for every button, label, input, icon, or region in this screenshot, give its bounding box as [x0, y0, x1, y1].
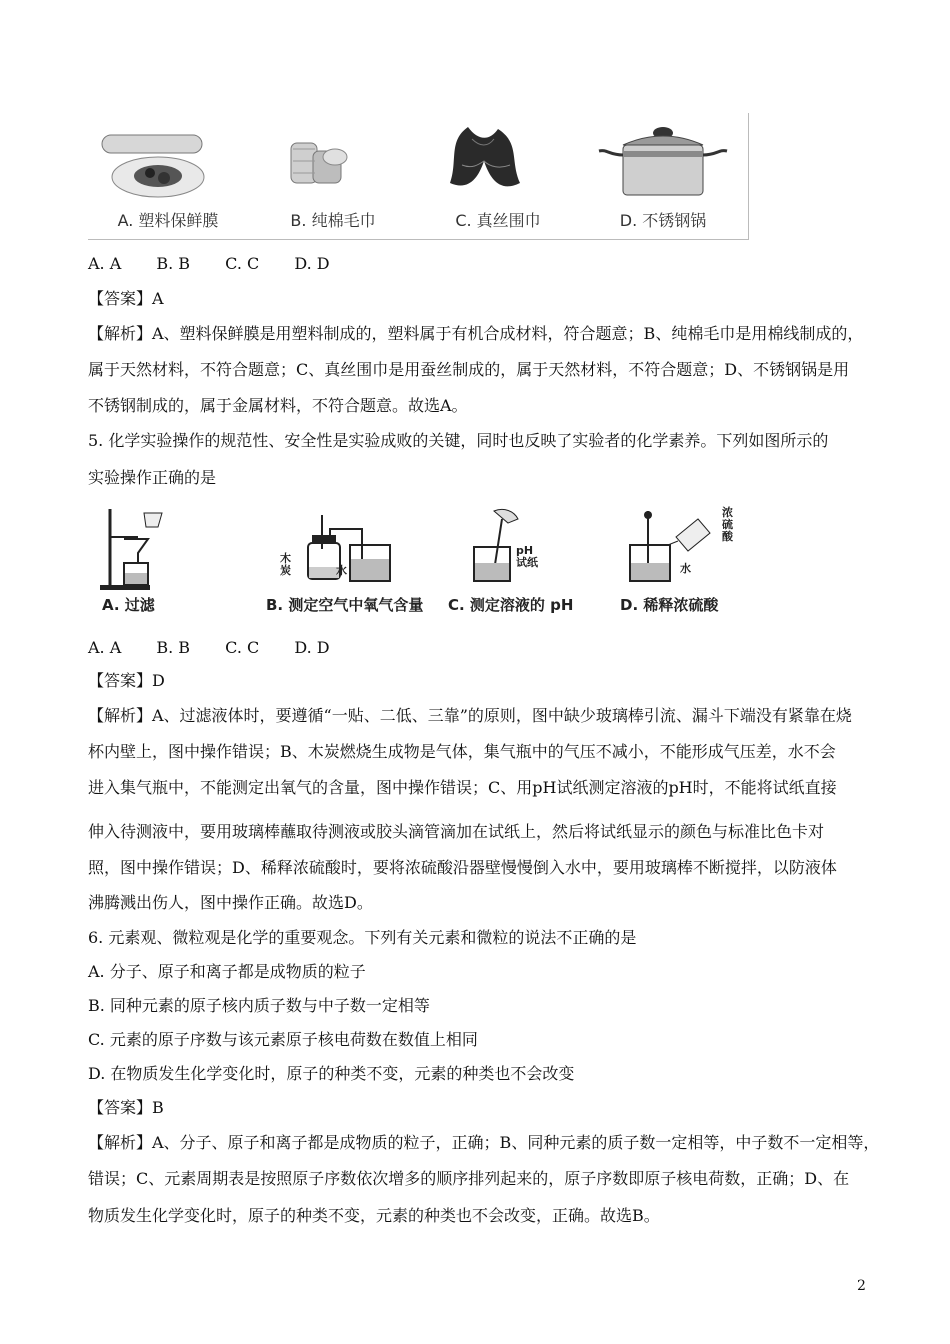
q5-analysis-line: 进入集气瓶中，不能测定出氧气的含量，图中操作错误；C、用pH试纸测定溶液的pH时，不能将试纸直接: [88, 778, 837, 797]
q4-answer: 【答案】A: [88, 289, 164, 308]
oxygen-apparatus-icon: [268, 505, 418, 591]
q5-answer: 【答案】D: [88, 671, 165, 690]
q5-stem-line: 实验操作正确的是: [88, 468, 217, 487]
q4-analysis-line: 【解析】A、塑料保鲜膜是用塑料制成的，塑料属于有机合成材料，符合题意；B、纯棉毛巾是用棉线制成的，: [88, 324, 864, 343]
dilution-apparatus-icon: [618, 505, 718, 591]
q4-analysis-line: 不锈钢制成的，属于金属材料，不符合题意。故选A。: [88, 396, 468, 415]
option-a: A. A: [88, 254, 122, 273]
ph-paper-label: pH 试纸: [516, 544, 538, 569]
figure-item-cotton-towel: [253, 113, 413, 239]
figure-item-silk-scarf: [418, 113, 578, 239]
q6-analysis-line: 错误；C、元素周期表是按照原子序数依次增多的顺序排列起来的，原子序数即原子核电荷数，正确；D、在: [88, 1169, 850, 1188]
option-c: C. C: [225, 638, 260, 657]
q6-option-c: C. 元素的原子序数与该元素原子核电荷数在数值上相同: [88, 1030, 478, 1049]
q5-analysis-line: 杯内壁上，图中操作错误；B、木炭燃烧生成物是气体，集气瓶中的气压不减小，不能形成气压差，水不会: [88, 742, 836, 761]
q6-option-b: B. 同种元素的原子核内质子数与中子数一定相等: [88, 996, 430, 1015]
figure-caption: A. 过滤: [102, 596, 155, 614]
filtration-apparatus-icon: [98, 505, 178, 591]
page-number: 2: [857, 1278, 866, 1294]
figure-item-oxygen-measurement: [268, 505, 458, 617]
pot-icon: [593, 121, 733, 203]
q5-analysis-line: 【解析】A、过滤液体时，要遵循“一贴、二低、三靠”的原则，图中缺少玻璃棒引流、漏斗下端没有紧靠在烧: [88, 706, 852, 725]
materials-figure: [88, 113, 749, 240]
q5-options: [88, 638, 360, 658]
plastic-wrap-icon: [98, 121, 208, 203]
option-b: B. B: [156, 638, 191, 657]
figure-caption: C. 测定溶液的 pH: [448, 596, 574, 614]
figure-caption: B. 测定空气中氧气含量: [266, 596, 424, 614]
lab-operations-figure: [98, 505, 738, 617]
option-d: D. D: [294, 638, 330, 657]
figure-caption: C. 真丝围巾: [455, 211, 541, 230]
q6-answer: 【答案】B: [88, 1098, 164, 1117]
option-c: C. C: [225, 254, 260, 273]
figure-caption: D. 不锈钢锅: [619, 211, 707, 230]
figure-item-ph-test: [448, 505, 600, 617]
water-label: 水: [336, 564, 347, 577]
q6-analysis-line: 物质发生化学变化时，原子的种类不变，元素的种类也不会改变，正确。故选B。: [88, 1206, 660, 1225]
figure-item-plastic-wrap: [88, 113, 248, 239]
towel-icon: [263, 121, 373, 203]
q6-option-a: A. 分子、原子和离子都是成物质的粒子: [88, 962, 366, 981]
q4-options: [88, 254, 360, 274]
water-label: 水: [680, 562, 691, 575]
figure-caption: D. 稀释浓硫酸: [620, 596, 719, 614]
q5-analysis-line: 沸腾溅出伤人，图中操作正确。故选D。: [88, 893, 373, 912]
figure-item-dilute-acid: [618, 505, 758, 617]
figure-caption: A. 塑料保鲜膜: [117, 211, 219, 230]
option-a: A. A: [88, 638, 122, 657]
charcoal-label: 木 炭: [280, 552, 291, 577]
q4-analysis-line: 属于天然材料，不符合题意；C、真丝围巾是用蚕丝制成的，属于天然材料，不符合题意；D、不锈钢锅是用: [88, 360, 850, 379]
q5-analysis-line: 照，图中操作错误；D、稀释浓硫酸时，要将浓硫酸沿器壁慢慢倒入水中，要用玻璃棒不断搅拌，以防液体: [88, 858, 837, 877]
q6-analysis-line: 【解析】A、分子、原子和离子都是成物质的粒子，正确；B、同种元素的质子数一定相等，中子数不一定相等，: [88, 1133, 880, 1152]
figure-item-steel-pot: [583, 113, 743, 239]
concentrated-acid-label: 浓 硫 酸: [722, 506, 733, 543]
q5-analysis-line: 伸入待测液中，要用玻璃棒蘸取待测液或胶头滴管滴加在试纸上，然后将试纸显示的颜色与标准比色卡对: [88, 822, 825, 841]
q6-stem: 6. 元素观、微粒观是化学的重要观念。下列有关元素和微粒的说法不正确的是: [88, 928, 637, 947]
option-b: B. B: [156, 254, 191, 273]
q5-stem-line: 5. 化学实验操作的规范性、安全性是实验成败的关键，同时也反映了实验者的化学素养。下列如图所示的: [88, 431, 829, 450]
option-d: D. D: [294, 254, 330, 273]
figure-item-filtration: [98, 505, 208, 617]
figure-caption: B. 纯棉毛巾: [290, 211, 376, 230]
scarf-icon: [428, 121, 538, 203]
q6-option-d: D. 在物质发生化学变化时，原子的种类不变，元素的种类也不会改变: [88, 1064, 575, 1083]
